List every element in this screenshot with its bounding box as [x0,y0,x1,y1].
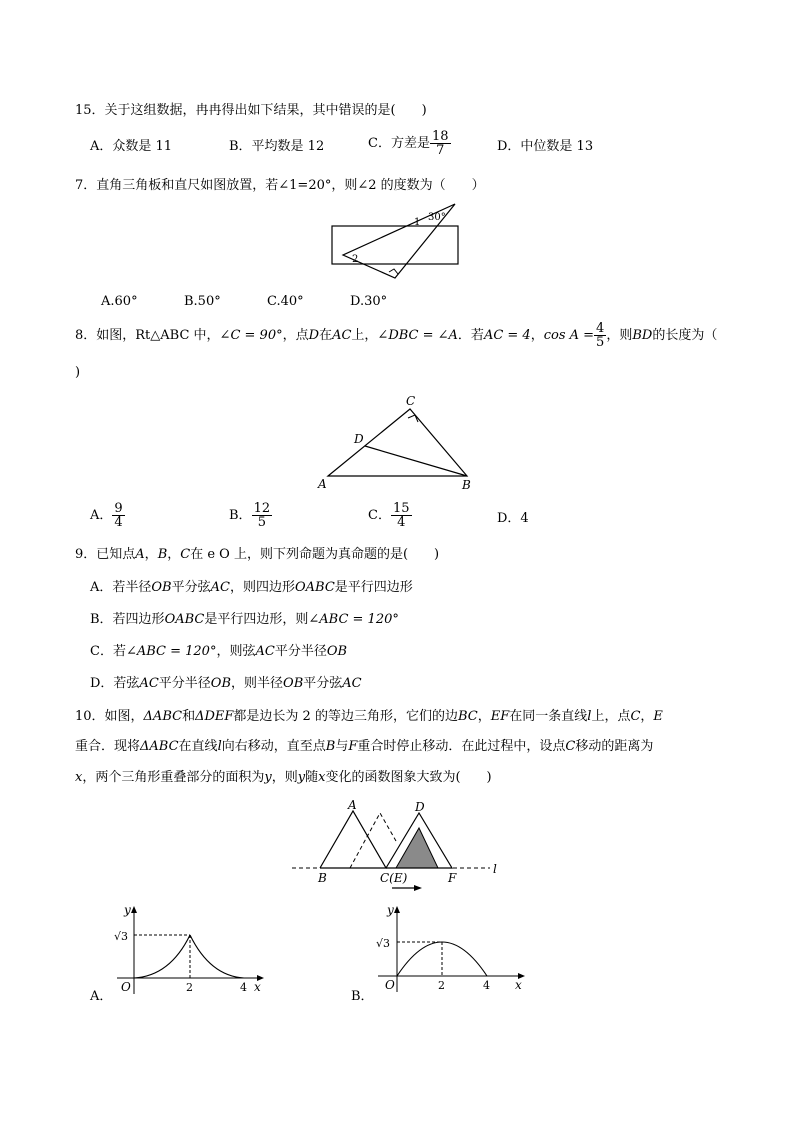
q10-l3-math-4: x [318,770,326,785]
q8-text-5: ．若 [457,328,484,343]
angle-30-label: 30° [428,212,446,223]
triangle-abc [328,409,467,476]
q9-a-math-3: OABC [294,580,335,595]
q10-l1-math-7: E [653,709,663,724]
q10-l3-text-d: 变化的函数图象大致为( ) [325,770,492,785]
q8-b-fraction [252,502,273,529]
q10-l1-text-c: 都是边长为 2 的等边三角形，它们的边 [233,709,458,724]
q9-a-text-4: 是平行四边形 [334,580,413,595]
q8-math-cos: cos A = [543,328,595,343]
q8-text-7: ，则 [606,328,633,343]
q9-a-math-1: OB [151,580,172,595]
q10-l3-math-3: y [297,770,306,785]
tick-4: 4 [483,979,490,992]
tick-sqrt3: √3 [376,937,391,950]
q10-stem-line1 [75,710,663,723]
q9-option-b [90,613,399,626]
q8-a-den: 4 [114,515,123,530]
segment-bd [365,446,467,476]
q8-text-3: 在 [319,328,333,343]
vertex-f-label: F [448,871,457,885]
q9-math-c: C [180,547,191,562]
y-axis-arrow [394,906,400,913]
q15-c-denominator: 7 [436,143,445,158]
q10-l3-math-2: y [264,770,272,785]
vertex-ce-label: C(E) [380,871,408,885]
q9-c-math-2: AC [255,644,275,659]
q8-cos-fraction [594,322,606,349]
q9-text-3: ， [167,547,181,562]
q15-option-c-fraction [430,130,451,157]
q10-l1-text-g: ， [640,709,654,724]
q7-figure-ruler-triangle [328,200,464,282]
q8-b-den: 5 [257,515,266,530]
q10-graph-b-label: B． [351,989,374,1004]
q8-cos-numerator: 4 [596,321,605,336]
q9-text-1: 9．已知点 [75,547,136,562]
q8-text-8: 的长度为（ [652,328,718,343]
q10-l1-text-d: ， [477,709,491,724]
q15-option-a: A．众数是 11 [90,139,173,154]
tick-4: 4 [240,981,247,994]
q10-l2-math-1: ΔABC [140,739,179,754]
q8-a-num: 9 [114,501,123,516]
q8-a-prefix: A． [90,508,113,523]
curve-falling [190,935,244,978]
q8-math-d: D [308,328,320,343]
q10-figure-triangles [290,796,510,896]
tick-2: 2 [438,979,445,992]
q10-graph-a-label: A． [90,989,113,1004]
triangle-abc [320,811,386,868]
q10-l1-math-1: ΔABC [143,709,183,724]
q9-d-math-1: AC [139,676,159,691]
q10-l2-math-2: l [217,739,222,754]
q9-option-d [90,677,362,690]
q9-d-math-4: AC [342,676,362,691]
q10-l1-text-b: 和 [182,709,196,724]
q9-d-text-3: ，则半径 [231,676,284,691]
q7-option-b: B.50° [184,294,221,309]
point-d-label: D [354,432,364,446]
q8-stem-line1 [75,322,717,349]
vertex-c-label: C [406,394,416,408]
q9-math-a: A [135,547,145,562]
curve-rising [134,935,190,978]
angle-1-label: 1 [414,217,421,228]
x-axis-label: x [254,980,261,994]
triangle-abc-dashed-position [350,813,396,868]
tick-sqrt3: √3 [114,930,129,943]
q10-l2-text-d: 与 [335,739,349,754]
q8-text-4: 上， [351,328,378,343]
q9-d-text-4: 平分弦 [303,676,343,691]
move-direction-arrow-head [414,885,422,891]
vertex-b-label: B [462,478,471,492]
q10-stem-line2 [75,740,653,753]
q9-c-math-3: OB [326,644,348,659]
q8-text-1: 8．如图，Rt△ABC 中， [75,328,220,343]
q15-stem: 15．关于这组数据，冉冉得出如下结果，其中错误的是( ) [75,103,427,118]
q8-b-num: 12 [253,501,271,516]
q9-b-math-2: ∠ABC = 120° [308,612,399,627]
q10-l1-math-3: BC [457,709,478,724]
q9-a-text-2: 平分弦 [171,580,211,595]
q9-math-b: B [157,547,168,562]
q10-l2-text-e: 重合时停止移动．在此过程中，设点 [357,739,566,754]
origin-label: O [121,980,131,994]
right-angle-mark [389,269,398,274]
q9-option-a [90,581,413,594]
q9-d-math-3: OB [283,676,304,691]
angle-2-label: 2 [352,254,359,265]
y-axis-arrow [131,906,137,913]
q10-l2-math-3: B [325,739,336,754]
q9-b-math-1: OABC [164,612,205,627]
q9-a-text-3: ，则四边形 [229,580,295,595]
q15-option-c [368,130,451,157]
q9-a-text-1: A．若半径 [90,580,152,595]
q9-b-text-2: 是平行四边形，则 [204,612,309,627]
q9-b-text-1: B．若四边形 [90,612,165,627]
q15-option-d: D．中位数是 13 [497,139,594,154]
q10-l1-math-4: EF [490,709,510,724]
q10-l1-text-a: 10．如图， [75,709,144,724]
q10-l2-text-c: 向右移动，直至点 [221,739,326,754]
q7-option-a: A.60° [101,294,138,309]
y-axis-label: y [387,903,394,917]
q8-b-prefix: B． [229,508,252,523]
q8-math-angle-c: ∠C = 90° [219,328,283,343]
q10-stem-line3 [75,771,492,784]
q9-d-math-2: OB [210,676,232,691]
q9-option-c [90,645,347,658]
tick-2: 2 [186,981,193,994]
q9-d-text-1: D．若弦 [90,676,140,691]
q10-l1-math-6: C [630,709,641,724]
q8-text-2: ，点 [282,328,309,343]
q8-option-b [229,502,272,529]
q10-l3-text-b: ，则 [271,770,298,785]
q8-c-fraction [391,502,412,529]
q10-l3-math-1: x [75,770,83,785]
q9-d-text-2: 平分半径 [158,676,211,691]
q10-l1-math-2: ΔDEF [195,709,234,724]
q10-graph-a [112,898,272,1003]
q10-graph-b [373,898,533,1003]
q8-figure-triangle [312,392,482,492]
q9-text-2: ， [144,547,158,562]
q9-c-text-3: 平分半径 [274,644,327,659]
q7-option-d: D.30° [350,294,388,309]
q7-stem: 7．直角三角板和直尺如图放置，若∠1=20°，则∠2 的度数为（ ） [75,178,485,193]
q10-l2-text-a: 重合．现将 [75,739,141,754]
q10-l2-text-b: 在直线 [178,739,218,754]
q8-option-a [90,502,125,529]
q9-c-text-2: ，则弦 [216,644,256,659]
q10-l1-text-f: 上，点 [591,709,631,724]
x-axis-label: x [515,978,522,992]
q10-l2-math-5: C [565,739,576,754]
y-axis-label: y [124,903,131,917]
vertex-d-label: D [415,800,425,814]
q10-l1-math-5: l [587,709,592,724]
origin-label: O [385,978,395,992]
q8-math-ac4: AC = 4 [483,328,531,343]
q15-option-b: B．平均数是 12 [229,139,325,154]
q10-l1-text-e: 在同一条直线 [509,709,588,724]
q8-cos-denominator: 5 [596,335,605,350]
vertex-b-label: B [318,871,327,885]
q10-l3-text-a: ，两个三角形重叠部分的面积为 [82,770,265,785]
q8-c-num: 15 [392,501,410,516]
q8-option-d: D．4 [497,511,529,526]
q15-c-numerator: 18 [431,129,449,144]
q10-l3-text-c: 随 [305,770,319,785]
q9-c-math-1: ∠ABC = 120° [125,644,217,659]
q8-a-fraction [112,502,124,529]
q9-c-text-1: C．若 [90,644,126,659]
q15-option-c-prefix: C．方差是 [368,136,430,151]
q9-stem [75,548,439,561]
q7-option-c: C.40° [267,294,304,309]
q8-c-prefix: C． [368,508,391,523]
line-l-label: l [493,862,497,876]
q8-text-6: ， [530,328,544,343]
q8-c-den: 4 [397,515,406,530]
q9-a-math-2: AC [210,580,230,595]
q8-stem-line2: ) [75,365,81,380]
q8-option-c [368,502,412,529]
q8-math-bd: BD [632,328,653,343]
q8-math-angles: ∠DBC = ∠A [377,328,458,343]
vertex-a-label: A [318,477,327,491]
q8-math-ac: AC [332,328,352,343]
vertex-a-label: A [348,798,357,812]
q9-text-4: 在 e O 上，则下列命题为真命题的是( ) [190,547,440,562]
q10-l2-math-4: F [348,739,358,754]
q10-l2-text-f: 移动的距离为 [575,739,654,754]
